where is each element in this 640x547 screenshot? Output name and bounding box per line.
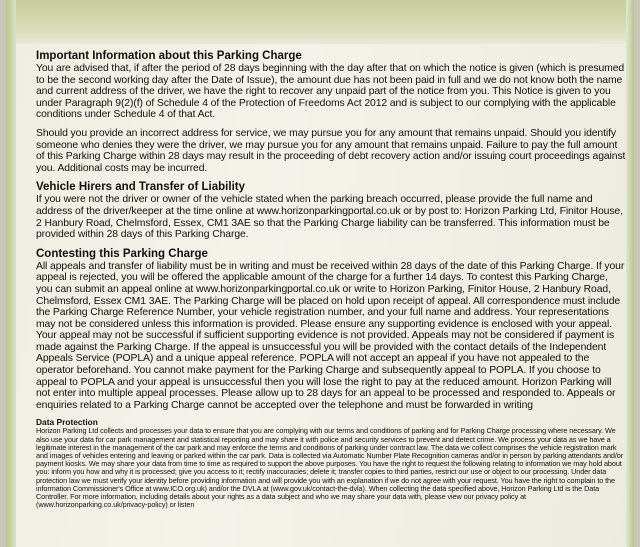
section-heading: Contesting this Parking Charge: [36, 247, 208, 260]
document-page: [6, 0, 634, 547]
document-content: [36, 50, 626, 509]
decorative-border-right: [626, 0, 634, 547]
data-protection-heading: Data Protection: [36, 417, 98, 428]
section-data-protection: [36, 418, 626, 509]
section-heading: Vehicle Hirers and Transfer of Liability: [36, 181, 245, 194]
section-contesting: [36, 248, 626, 412]
section-important-information: [36, 50, 626, 174]
decorative-border-left: [6, 0, 16, 547]
section-paragraph: Should you provide an incorrect address for service, we may pursue you for any amount that remains unpaid. Should you identify someone who denies they were the driver, we may pursue you for any amount that remains unpaid. Failure to pay the full amount of this Parking Charge within 28 days may result in the proceeding of debt recovery action and/or issuing court proceedings against you. Additional costs may be incurred.: [36, 127, 626, 174]
section-paragraph: If you were not the driver or owner of the vehicle stated when the parking breach occurred, please provide the full name and address of the driver/keeper at the time online at www.horizonparkingportal.co.uk or by post to: Horizon Parking Ltd, Finitor House, 2 Hanbury Road, Chelmsford, Essex, CM1 3AE so that the Parking Charge liability can be transferred. This information must be provided within 28 days of this Parking Charge.: [36, 194, 623, 241]
section-heading: Important Information about this Parking Charge: [36, 50, 302, 62]
decorative-border-top: [6, 0, 634, 44]
section-paragraph: All appeals and transfer of liability must be in writing and must be received within 28 days of the date of this Parking Charge. If your appeal is rejected, you will be offered the applicable amount of the charge for a further 14 days. To contest this Parking Charge, you can submit an appeal online at www.horizonparkingportal.co.uk or write to Horizon Parking, Finitor House, 2 Hanbury Road, Chelmsford, Essex CM1 3AE. The Parking Charge will be placed on hold upon receipt of appeal. All correspondence must include the Parking Charge Reference Number, your vehicle registration number, and your full name and address. Your representations may not be considered unless this information is provided. Please ensure any supporting evidence is enclosed with your appeal. Your appeal may not be successful if sufficient supporting evidence is not provided. Appeals may not be considered if payment is made against the Parking Charge. If the appeal is unsuccessful you will be provided with the contact details of the Independent Appeals Service (POPLA) and a unique appeal reference. POPLA will not accept an appeal if you have not appealed to the operator beforehand. You cannot make payment for the Parking Charge and subsequently appeal to POPLA. If you choose to appeal to POPLA and your appeal is unsuccessful then you will lose the right to pay at the reduced amount. Horizon Parking will not enter into multiple appeal processes. Please allow up to 28 days for an appeal to be processed and responded to. Appeals or enquiries related to a Parking Charge cannot be accepted over the telephone and must be forwarded in writing: [36, 260, 625, 411]
section-paragraph: You are advised that, if after the period of 28 days beginning with the day after that on which the notice is given (which is presumed to be the second working day after the Date of Issue), the amount due has not been paid in full and we do not know both the name and current address of the driver, we have the right to recover any unpaid part of the notice from you. This Notice is given to you under Paragraph 9(2)(f) of Schedule 4 of the Protection of Freedoms Act 2012 and is subject to our complying with the applicable conditions under Schedule 4 of that Act.: [36, 63, 625, 121]
section-vehicle-hirers: [36, 181, 626, 240]
data-protection-text: Horizon Parking Ltd collects and processes your data to ensure that you are complying with our terms and conditions of parking and for Parking Charge processing where necessary. We also use your data for car park management and statistical reporting and may share it with police and security services to prevent and detect crime. We process your data as we have a legitimate interest in the management of the car park and may enforce the terms and conditions of parking under contract law. The data we collect comprises the vehicle registration mark and images of vehicles entering and leaving or parked within the car park. Data is collected via Automatic Number Plate Recognition cameras and/or in person by parking attendants and/or payment kiosks. We may share your data from time to time as required to support the above purposes. You have the right to request the following relating to information we may hold about you: inform you how and why it is processed; give you access to it; rectify inaccuracies; delete it; transfer copies to third parties, restrict our use or object to our processing. Under data protection law we must verify your identity before providing information and will provide you with an explanation if we do not agree with your request. You have the right to complain to the information Commissioner's Office at www.ICO.org.uk) and/or the DVLA at (www.gov.uk/contact-the-dvla). When collecting the data specified above, Horizon Parking Ltd is the Data Controller. For more information, including details about your rights as a data subject and who we may share your data with, please view our privacy policy at (www.horizonparking.co.uk/privacy-policy) or listen: [36, 426, 624, 510]
